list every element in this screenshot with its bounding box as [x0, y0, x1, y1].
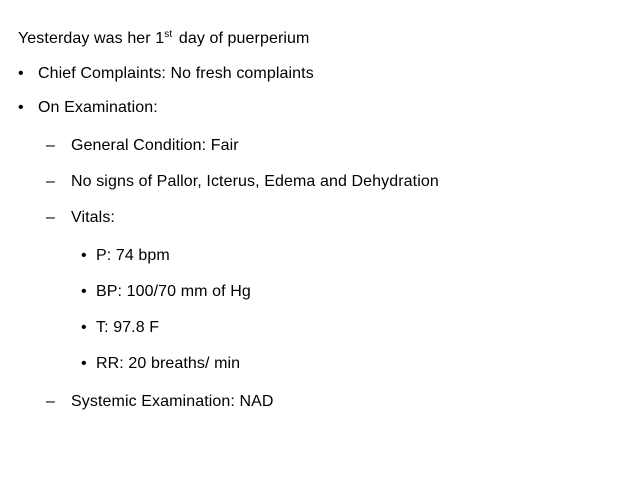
- bullet-marker: •: [18, 99, 24, 116]
- vital-text: P: 74 bpm: [96, 247, 170, 264]
- bullet-text: On Examination:: [38, 99, 158, 116]
- bullet-text: Chief Complaints: No fresh complaints: [38, 65, 314, 82]
- sub-item-text: Systemic Examination: NAD: [71, 393, 274, 410]
- bullet-marker: •: [81, 319, 87, 336]
- vital-text: T: 97.8 F: [96, 319, 160, 336]
- dash-marker: –: [46, 393, 55, 410]
- sub-item-text: General Condition: Fair: [71, 137, 239, 154]
- bullet-marker: •: [81, 247, 87, 264]
- intro-prefix: Yesterday was her 1: [18, 30, 165, 47]
- bullet-marker: •: [81, 283, 87, 300]
- dash-marker: –: [46, 137, 55, 154]
- intro-superscript: st: [164, 29, 173, 40]
- sub-item-text: No signs of Pallor, Icterus, Edema and Dehydration: [71, 173, 439, 190]
- intro-line: [18, 29, 310, 51]
- vital-text: RR: 20 breaths/ min: [96, 355, 241, 372]
- intro-suffix: day of puerperium: [174, 30, 310, 47]
- dash-marker: –: [46, 209, 55, 226]
- bullet-marker: •: [81, 355, 87, 372]
- sub-item-text: Vitals:: [71, 209, 115, 226]
- vital-text: BP: 100/70 mm of Hg: [96, 283, 251, 300]
- dash-marker: –: [46, 173, 55, 190]
- bullet-marker: •: [18, 65, 24, 82]
